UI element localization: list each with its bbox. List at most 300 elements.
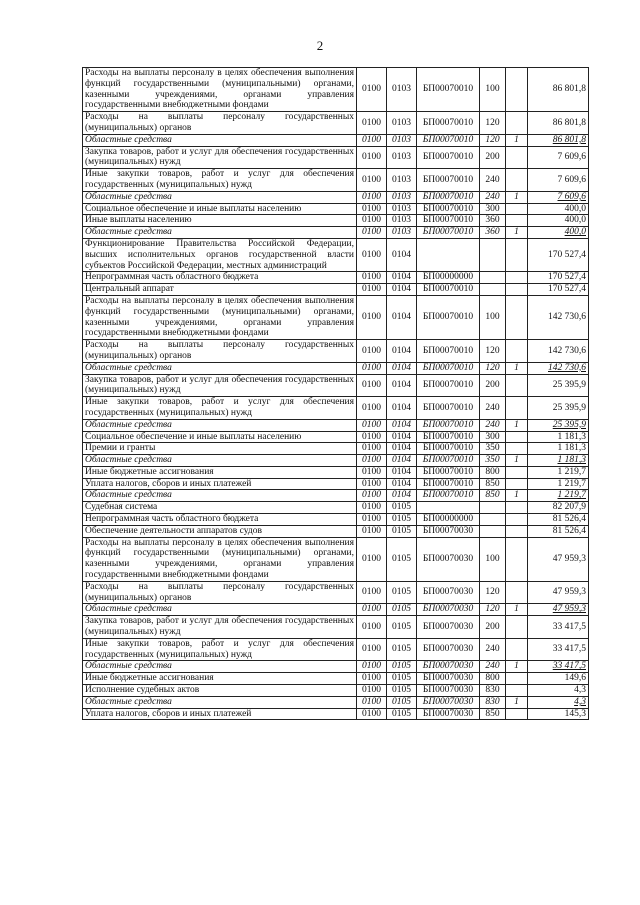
subsection-code-cell: 0103 <box>387 112 417 135</box>
funding-source-code-cell <box>506 112 528 135</box>
amount-value: 86 801,8 <box>552 84 586 95</box>
section-code-cell: 0100 <box>357 146 387 169</box>
table-row <box>83 397 589 420</box>
target-article-code-cell: БП00070010 <box>417 443 480 455</box>
amount-value: 81 526,4 <box>552 514 586 525</box>
table-row <box>83 238 589 271</box>
table-row <box>83 537 589 581</box>
amount-value: 400,0 <box>564 227 586 238</box>
table-row <box>83 362 589 374</box>
subsection-code-cell: 0105 <box>387 685 417 697</box>
expense-type-code-cell: 100 <box>480 537 506 581</box>
funding-source-code-cell <box>506 397 528 420</box>
subsection-code-cell: 0104 <box>387 490 417 502</box>
amount-value: 81 526,4 <box>552 525 586 536</box>
funding-source-code-cell <box>506 581 528 604</box>
section-code-cell: 0100 <box>357 604 387 616</box>
section-code-cell: 0100 <box>357 340 387 363</box>
target-article-code-cell: БП00070010 <box>417 227 480 239</box>
section-code-cell: 0100 <box>357 191 387 203</box>
item-name-cell: Иные бюджетные ассигнования <box>83 466 357 478</box>
funding-source-code-cell <box>506 466 528 478</box>
expense-type-code-cell: 120 <box>480 112 506 135</box>
amount-cell <box>528 169 589 192</box>
funding-source-code-cell <box>506 638 528 661</box>
section-code-cell: 0100 <box>357 673 387 685</box>
subsection-code-cell: 0105 <box>387 638 417 661</box>
subsection-code-cell: 0105 <box>387 502 417 514</box>
table-row <box>83 191 589 203</box>
expense-type-code-cell: 850 <box>480 490 506 502</box>
funding-source-code-cell: 1 <box>506 227 528 239</box>
subsection-code-cell: 0104 <box>387 478 417 490</box>
section-code-cell: 0100 <box>357 638 387 661</box>
expense-type-code-cell: 200 <box>480 616 506 639</box>
subsection-code-cell: 0104 <box>387 295 417 339</box>
item-name-cell: Центральный аппарат <box>83 284 357 296</box>
amount-value: 33 417,5 <box>552 661 586 672</box>
amount-value: 142 730,6 <box>548 362 586 373</box>
item-name-cell: Функционирование Правительства Российской Федерации, высших исполнительных органов государственной власти субъектов Российской Федерации, местных администраций <box>83 238 357 271</box>
item-name-cell: Областные средства <box>83 490 357 502</box>
amount-cell <box>528 478 589 490</box>
amount-value: 7 609,6 <box>557 174 586 185</box>
amount-value: 33 417,5 <box>552 644 586 655</box>
expense-type-code-cell: 240 <box>480 638 506 661</box>
section-code-cell: 0100 <box>357 238 387 271</box>
amount-value: 1 181,3 <box>557 455 586 466</box>
funding-source-code-cell <box>506 443 528 455</box>
section-code-cell: 0100 <box>357 661 387 673</box>
amount-value: 86 801,8 <box>552 117 586 128</box>
expense-type-code-cell: 120 <box>480 362 506 374</box>
budget-table-body <box>83 68 589 720</box>
expense-type-code-cell: 300 <box>480 431 506 443</box>
subsection-code-cell: 0104 <box>387 419 417 431</box>
expense-type-code-cell: 240 <box>480 419 506 431</box>
item-name-cell: Расходы на выплаты персоналу в целях обеспечения выполнения функций государственными (муниципальными) органами, казенными учреждениями, органами управления государственными внебюджетными фондами <box>83 537 357 581</box>
item-name-cell: Расходы на выплаты персоналу в целях обеспечения выполнения функций государственными (муниципальными) органами, казенными учреждениями, органами управления государственными внебюджетными фондами <box>83 68 357 112</box>
amount-value: 145,3 <box>564 708 586 719</box>
amount-value: 170 527,4 <box>548 272 586 283</box>
funding-source-code-cell: 1 <box>506 362 528 374</box>
funding-source-code-cell <box>506 514 528 526</box>
item-name-cell: Расходы на выплаты персоналу в целях обеспечения выполнения функций государственными (муниципальными) органами, казенными учреждениями, органами управления государственными внебюджетными фондами <box>83 295 357 339</box>
table-row <box>83 203 589 215</box>
table-row <box>83 638 589 661</box>
amount-cell <box>528 696 589 708</box>
target-article-code-cell: БП00070010 <box>417 68 480 112</box>
target-article-code-cell: БП00070010 <box>417 478 480 490</box>
section-code-cell: 0100 <box>357 708 387 720</box>
amount-cell <box>528 112 589 135</box>
amount-value: 149,6 <box>564 673 586 684</box>
subsection-code-cell: 0104 <box>387 466 417 478</box>
section-code-cell: 0100 <box>357 215 387 227</box>
funding-source-code-cell: 1 <box>506 419 528 431</box>
amount-value: 1 181,3 <box>557 431 586 442</box>
item-name-cell: Социальное обеспечение и иные выплаты населению <box>83 203 357 215</box>
item-name-cell: Премии и гранты <box>83 443 357 455</box>
item-name-cell: Уплата налогов, сборов и иных платежей <box>83 478 357 490</box>
target-article-code-cell: БП00000000 <box>417 272 480 284</box>
target-article-code-cell: БП00000000 <box>417 514 480 526</box>
amount-value: 7 609,6 <box>557 191 586 202</box>
amount-value: 1 219,7 <box>557 490 586 501</box>
target-article-code-cell: БП00070010 <box>417 169 480 192</box>
table-row <box>83 227 589 239</box>
subsection-code-cell: 0104 <box>387 272 417 284</box>
section-code-cell: 0100 <box>357 419 387 431</box>
funding-source-code-cell: 1 <box>506 191 528 203</box>
amount-cell <box>528 514 589 526</box>
amount-value: 4,3 <box>574 696 586 707</box>
amount-cell <box>528 616 589 639</box>
target-article-code-cell <box>417 238 480 271</box>
section-code-cell: 0100 <box>357 272 387 284</box>
table-row <box>83 581 589 604</box>
funding-source-code-cell <box>506 673 528 685</box>
expense-type-code-cell: 800 <box>480 466 506 478</box>
subsection-code-cell: 0105 <box>387 537 417 581</box>
target-article-code-cell: БП00070030 <box>417 708 480 720</box>
amount-cell <box>528 284 589 296</box>
expense-type-code-cell: 120 <box>480 134 506 146</box>
item-name-cell: Областные средства <box>83 134 357 146</box>
item-name-cell: Расходы на выплаты персоналу государственных (муниципальных) органов <box>83 581 357 604</box>
expense-type-code-cell: 100 <box>480 68 506 112</box>
target-article-code-cell: БП00070010 <box>417 191 480 203</box>
section-code-cell: 0100 <box>357 374 387 397</box>
expense-type-code-cell: 350 <box>480 443 506 455</box>
funding-source-code-cell <box>506 685 528 697</box>
section-code-cell: 0100 <box>357 478 387 490</box>
table-row <box>83 295 589 339</box>
expense-type-code-cell: 200 <box>480 374 506 397</box>
funding-source-code-cell <box>506 284 528 296</box>
amount-value: 1 219,7 <box>557 478 586 489</box>
expense-type-code-cell <box>480 272 506 284</box>
amount-value: 47 959,3 <box>552 604 586 615</box>
target-article-code-cell: БП00070010 <box>417 431 480 443</box>
funding-source-code-cell <box>506 272 528 284</box>
amount-cell <box>528 68 589 112</box>
target-article-code-cell: БП00070010 <box>417 284 480 296</box>
funding-source-code-cell: 1 <box>506 696 528 708</box>
funding-source-code-cell: 1 <box>506 455 528 467</box>
amount-value: 7 609,6 <box>557 151 586 162</box>
amount-cell <box>528 362 589 374</box>
amount-value: 400,0 <box>564 203 586 214</box>
table-row <box>83 374 589 397</box>
table-row <box>83 272 589 284</box>
target-article-code-cell: БП00070030 <box>417 696 480 708</box>
expense-type-code-cell: 240 <box>480 661 506 673</box>
funding-source-code-cell <box>506 525 528 537</box>
table-row <box>83 685 589 697</box>
subsection-code-cell: 0104 <box>387 284 417 296</box>
target-article-code-cell: БП00070010 <box>417 112 480 135</box>
table-row <box>83 340 589 363</box>
amount-cell <box>528 146 589 169</box>
table-row <box>83 673 589 685</box>
target-article-code-cell: БП00070030 <box>417 685 480 697</box>
target-article-code-cell: БП00070010 <box>417 466 480 478</box>
section-code-cell: 0100 <box>357 362 387 374</box>
table-row <box>83 215 589 227</box>
item-name-cell: Областные средства <box>83 227 357 239</box>
amount-cell <box>528 502 589 514</box>
amount-cell <box>528 295 589 339</box>
item-name-cell: Областные средства <box>83 362 357 374</box>
item-name-cell: Иные закупки товаров, работ и услуг для обеспечения государственных (муниципальных) нужд <box>83 169 357 192</box>
item-name-cell: Уплата налогов, сборов и иных платежей <box>83 708 357 720</box>
amount-value: 33 417,5 <box>552 621 586 632</box>
target-article-code-cell: БП00070030 <box>417 604 480 616</box>
section-code-cell: 0100 <box>357 537 387 581</box>
subsection-code-cell: 0104 <box>387 362 417 374</box>
amount-cell <box>528 708 589 720</box>
item-name-cell: Судебная система <box>83 502 357 514</box>
amount-cell <box>528 397 589 420</box>
section-code-cell: 0100 <box>357 466 387 478</box>
amount-cell <box>528 661 589 673</box>
subsection-code-cell: 0103 <box>387 227 417 239</box>
funding-source-code-cell: 1 <box>506 661 528 673</box>
expense-type-code-cell <box>480 514 506 526</box>
expense-type-code-cell: 300 <box>480 203 506 215</box>
table-row <box>83 490 589 502</box>
item-name-cell: Непрограммная часть областного бюджета <box>83 514 357 526</box>
target-article-code-cell: БП00070010 <box>417 134 480 146</box>
target-article-code-cell: БП00070010 <box>417 455 480 467</box>
subsection-code-cell: 0103 <box>387 134 417 146</box>
item-name-cell: Обеспечение деятельности аппаратов судов <box>83 525 357 537</box>
funding-source-code-cell <box>506 146 528 169</box>
amount-cell <box>528 272 589 284</box>
amount-value: 170 527,4 <box>548 249 586 260</box>
subsection-code-cell: 0104 <box>387 238 417 271</box>
subsection-code-cell: 0105 <box>387 581 417 604</box>
amount-cell <box>528 215 589 227</box>
budget-table <box>82 67 589 720</box>
table-row <box>83 604 589 616</box>
item-name-cell: Областные средства <box>83 696 357 708</box>
target-article-code-cell: БП00070010 <box>417 215 480 227</box>
section-code-cell: 0100 <box>357 68 387 112</box>
section-code-cell: 0100 <box>357 112 387 135</box>
amount-cell <box>528 466 589 478</box>
amount-value: 86 801,8 <box>552 134 586 145</box>
amount-value: 25 395,9 <box>552 419 586 430</box>
expense-type-code-cell: 120 <box>480 340 506 363</box>
subsection-code-cell: 0105 <box>387 696 417 708</box>
section-code-cell: 0100 <box>357 431 387 443</box>
table-row <box>83 696 589 708</box>
item-name-cell: Иные закупки товаров, работ и услуг для обеспечения государственных (муниципальных) нужд <box>83 638 357 661</box>
expense-type-code-cell <box>480 525 506 537</box>
funding-source-code-cell <box>506 537 528 581</box>
amount-value: 47 959,3 <box>552 587 586 598</box>
item-name-cell: Расходы на выплаты персоналу государственных (муниципальных) органов <box>83 112 357 135</box>
funding-source-code-cell <box>506 431 528 443</box>
item-name-cell: Закупка товаров, работ и услуг для обеспечения государственных (муниципальных) нужд <box>83 616 357 639</box>
amount-value: 47 959,3 <box>552 553 586 564</box>
amount-value: 82 207,9 <box>552 502 586 513</box>
section-code-cell: 0100 <box>357 455 387 467</box>
section-code-cell: 0100 <box>357 685 387 697</box>
page-number: 2 <box>316 38 324 53</box>
target-article-code-cell: БП00070030 <box>417 616 480 639</box>
table-row <box>83 134 589 146</box>
subsection-code-cell: 0105 <box>387 525 417 537</box>
funding-source-code-cell <box>506 340 528 363</box>
table-row <box>83 466 589 478</box>
amount-cell <box>528 419 589 431</box>
target-article-code-cell: БП00070010 <box>417 490 480 502</box>
item-name-cell: Закупка товаров, работ и услуг для обеспечения государственных (муниципальных) нужд <box>83 146 357 169</box>
subsection-code-cell: 0105 <box>387 604 417 616</box>
amount-value: 1 181,3 <box>557 443 586 454</box>
subsection-code-cell: 0103 <box>387 68 417 112</box>
funding-source-code-cell <box>506 374 528 397</box>
target-article-code-cell: БП00070030 <box>417 638 480 661</box>
table-row <box>83 443 589 455</box>
item-name-cell: Областные средства <box>83 191 357 203</box>
target-article-code-cell: БП00070030 <box>417 581 480 604</box>
target-article-code-cell <box>417 502 480 514</box>
item-name-cell: Областные средства <box>83 661 357 673</box>
section-code-cell: 0100 <box>357 514 387 526</box>
table-row <box>83 146 589 169</box>
funding-source-code-cell <box>506 478 528 490</box>
item-name-cell: Расходы на выплаты персоналу государственных (муниципальных) органов <box>83 340 357 363</box>
section-code-cell: 0100 <box>357 581 387 604</box>
section-code-cell: 0100 <box>357 525 387 537</box>
expense-type-code-cell: 120 <box>480 604 506 616</box>
amount-cell <box>528 443 589 455</box>
funding-source-code-cell <box>506 238 528 271</box>
target-article-code-cell: БП00070010 <box>417 295 480 339</box>
table-row <box>83 502 589 514</box>
section-code-cell: 0100 <box>357 397 387 420</box>
funding-source-code-cell <box>506 203 528 215</box>
amount-cell <box>528 134 589 146</box>
funding-source-code-cell <box>506 616 528 639</box>
expense-type-code-cell: 850 <box>480 708 506 720</box>
item-name-cell: Областные средства <box>83 604 357 616</box>
expense-type-code-cell: 850 <box>480 478 506 490</box>
item-name-cell: Непрограммная часть областного бюджета <box>83 272 357 284</box>
section-code-cell: 0100 <box>357 490 387 502</box>
subsection-code-cell: 0104 <box>387 340 417 363</box>
table-row <box>83 514 589 526</box>
section-code-cell: 0100 <box>357 203 387 215</box>
section-code-cell: 0100 <box>357 284 387 296</box>
expense-type-code-cell: 240 <box>480 397 506 420</box>
subsection-code-cell: 0105 <box>387 616 417 639</box>
expense-type-code-cell: 830 <box>480 685 506 697</box>
target-article-code-cell: БП00070030 <box>417 673 480 685</box>
funding-source-code-cell <box>506 215 528 227</box>
target-article-code-cell: БП00070030 <box>417 661 480 673</box>
target-article-code-cell: БП00070010 <box>417 397 480 420</box>
table-row <box>83 284 589 296</box>
amount-cell <box>528 227 589 239</box>
section-code-cell: 0100 <box>357 227 387 239</box>
subsection-code-cell: 0104 <box>387 455 417 467</box>
section-code-cell: 0100 <box>357 696 387 708</box>
target-article-code-cell: БП00070010 <box>417 362 480 374</box>
table-row <box>83 708 589 720</box>
subsection-code-cell: 0105 <box>387 673 417 685</box>
funding-source-code-cell <box>506 502 528 514</box>
table-row <box>83 661 589 673</box>
item-name-cell: Иные выплаты населению <box>83 215 357 227</box>
amount-value: 25 395,9 <box>552 402 586 413</box>
amount-cell <box>528 537 589 581</box>
amount-value: 170 527,4 <box>548 284 586 295</box>
table-row <box>83 525 589 537</box>
table-row <box>83 112 589 135</box>
expense-type-code-cell <box>480 284 506 296</box>
target-article-code-cell: БП00070010 <box>417 146 480 169</box>
item-name-cell: Областные средства <box>83 419 357 431</box>
subsection-code-cell: 0103 <box>387 146 417 169</box>
subsection-code-cell: 0103 <box>387 215 417 227</box>
subsection-code-cell: 0103 <box>387 169 417 192</box>
subsection-code-cell: 0103 <box>387 203 417 215</box>
item-name-cell: Исполнение судебных актов <box>83 685 357 697</box>
section-code-cell: 0100 <box>357 502 387 514</box>
subsection-code-cell: 0105 <box>387 661 417 673</box>
amount-value: 142 730,6 <box>548 312 586 323</box>
expense-type-code-cell: 240 <box>480 169 506 192</box>
item-name-cell: Областные средства <box>83 455 357 467</box>
subsection-code-cell: 0104 <box>387 443 417 455</box>
amount-cell <box>528 525 589 537</box>
expense-type-code-cell: 360 <box>480 215 506 227</box>
amount-value: 25 395,9 <box>552 379 586 390</box>
target-article-code-cell: БП00070030 <box>417 525 480 537</box>
amount-cell <box>528 431 589 443</box>
funding-source-code-cell <box>506 169 528 192</box>
target-article-code-cell: БП00070030 <box>417 537 480 581</box>
amount-value: 4,3 <box>574 685 586 696</box>
expense-type-code-cell: 100 <box>480 295 506 339</box>
amount-value: 1 219,7 <box>557 466 586 477</box>
subsection-code-cell: 0104 <box>387 374 417 397</box>
amount-cell <box>528 340 589 363</box>
subsection-code-cell: 0104 <box>387 431 417 443</box>
amount-cell <box>528 238 589 271</box>
funding-source-code-cell: 1 <box>506 604 528 616</box>
amount-cell <box>528 490 589 502</box>
amount-cell <box>528 673 589 685</box>
amount-cell <box>528 455 589 467</box>
funding-source-code-cell: 1 <box>506 134 528 146</box>
section-code-cell: 0100 <box>357 134 387 146</box>
expense-type-code-cell <box>480 238 506 271</box>
amount-cell <box>528 191 589 203</box>
section-code-cell: 0100 <box>357 443 387 455</box>
amount-cell <box>528 638 589 661</box>
item-name-cell: Закупка товаров, работ и услуг для обеспечения государственных (муниципальных) нужд <box>83 374 357 397</box>
target-article-code-cell: БП00070010 <box>417 203 480 215</box>
table-row <box>83 431 589 443</box>
table-row <box>83 68 589 112</box>
expense-type-code-cell: 200 <box>480 146 506 169</box>
